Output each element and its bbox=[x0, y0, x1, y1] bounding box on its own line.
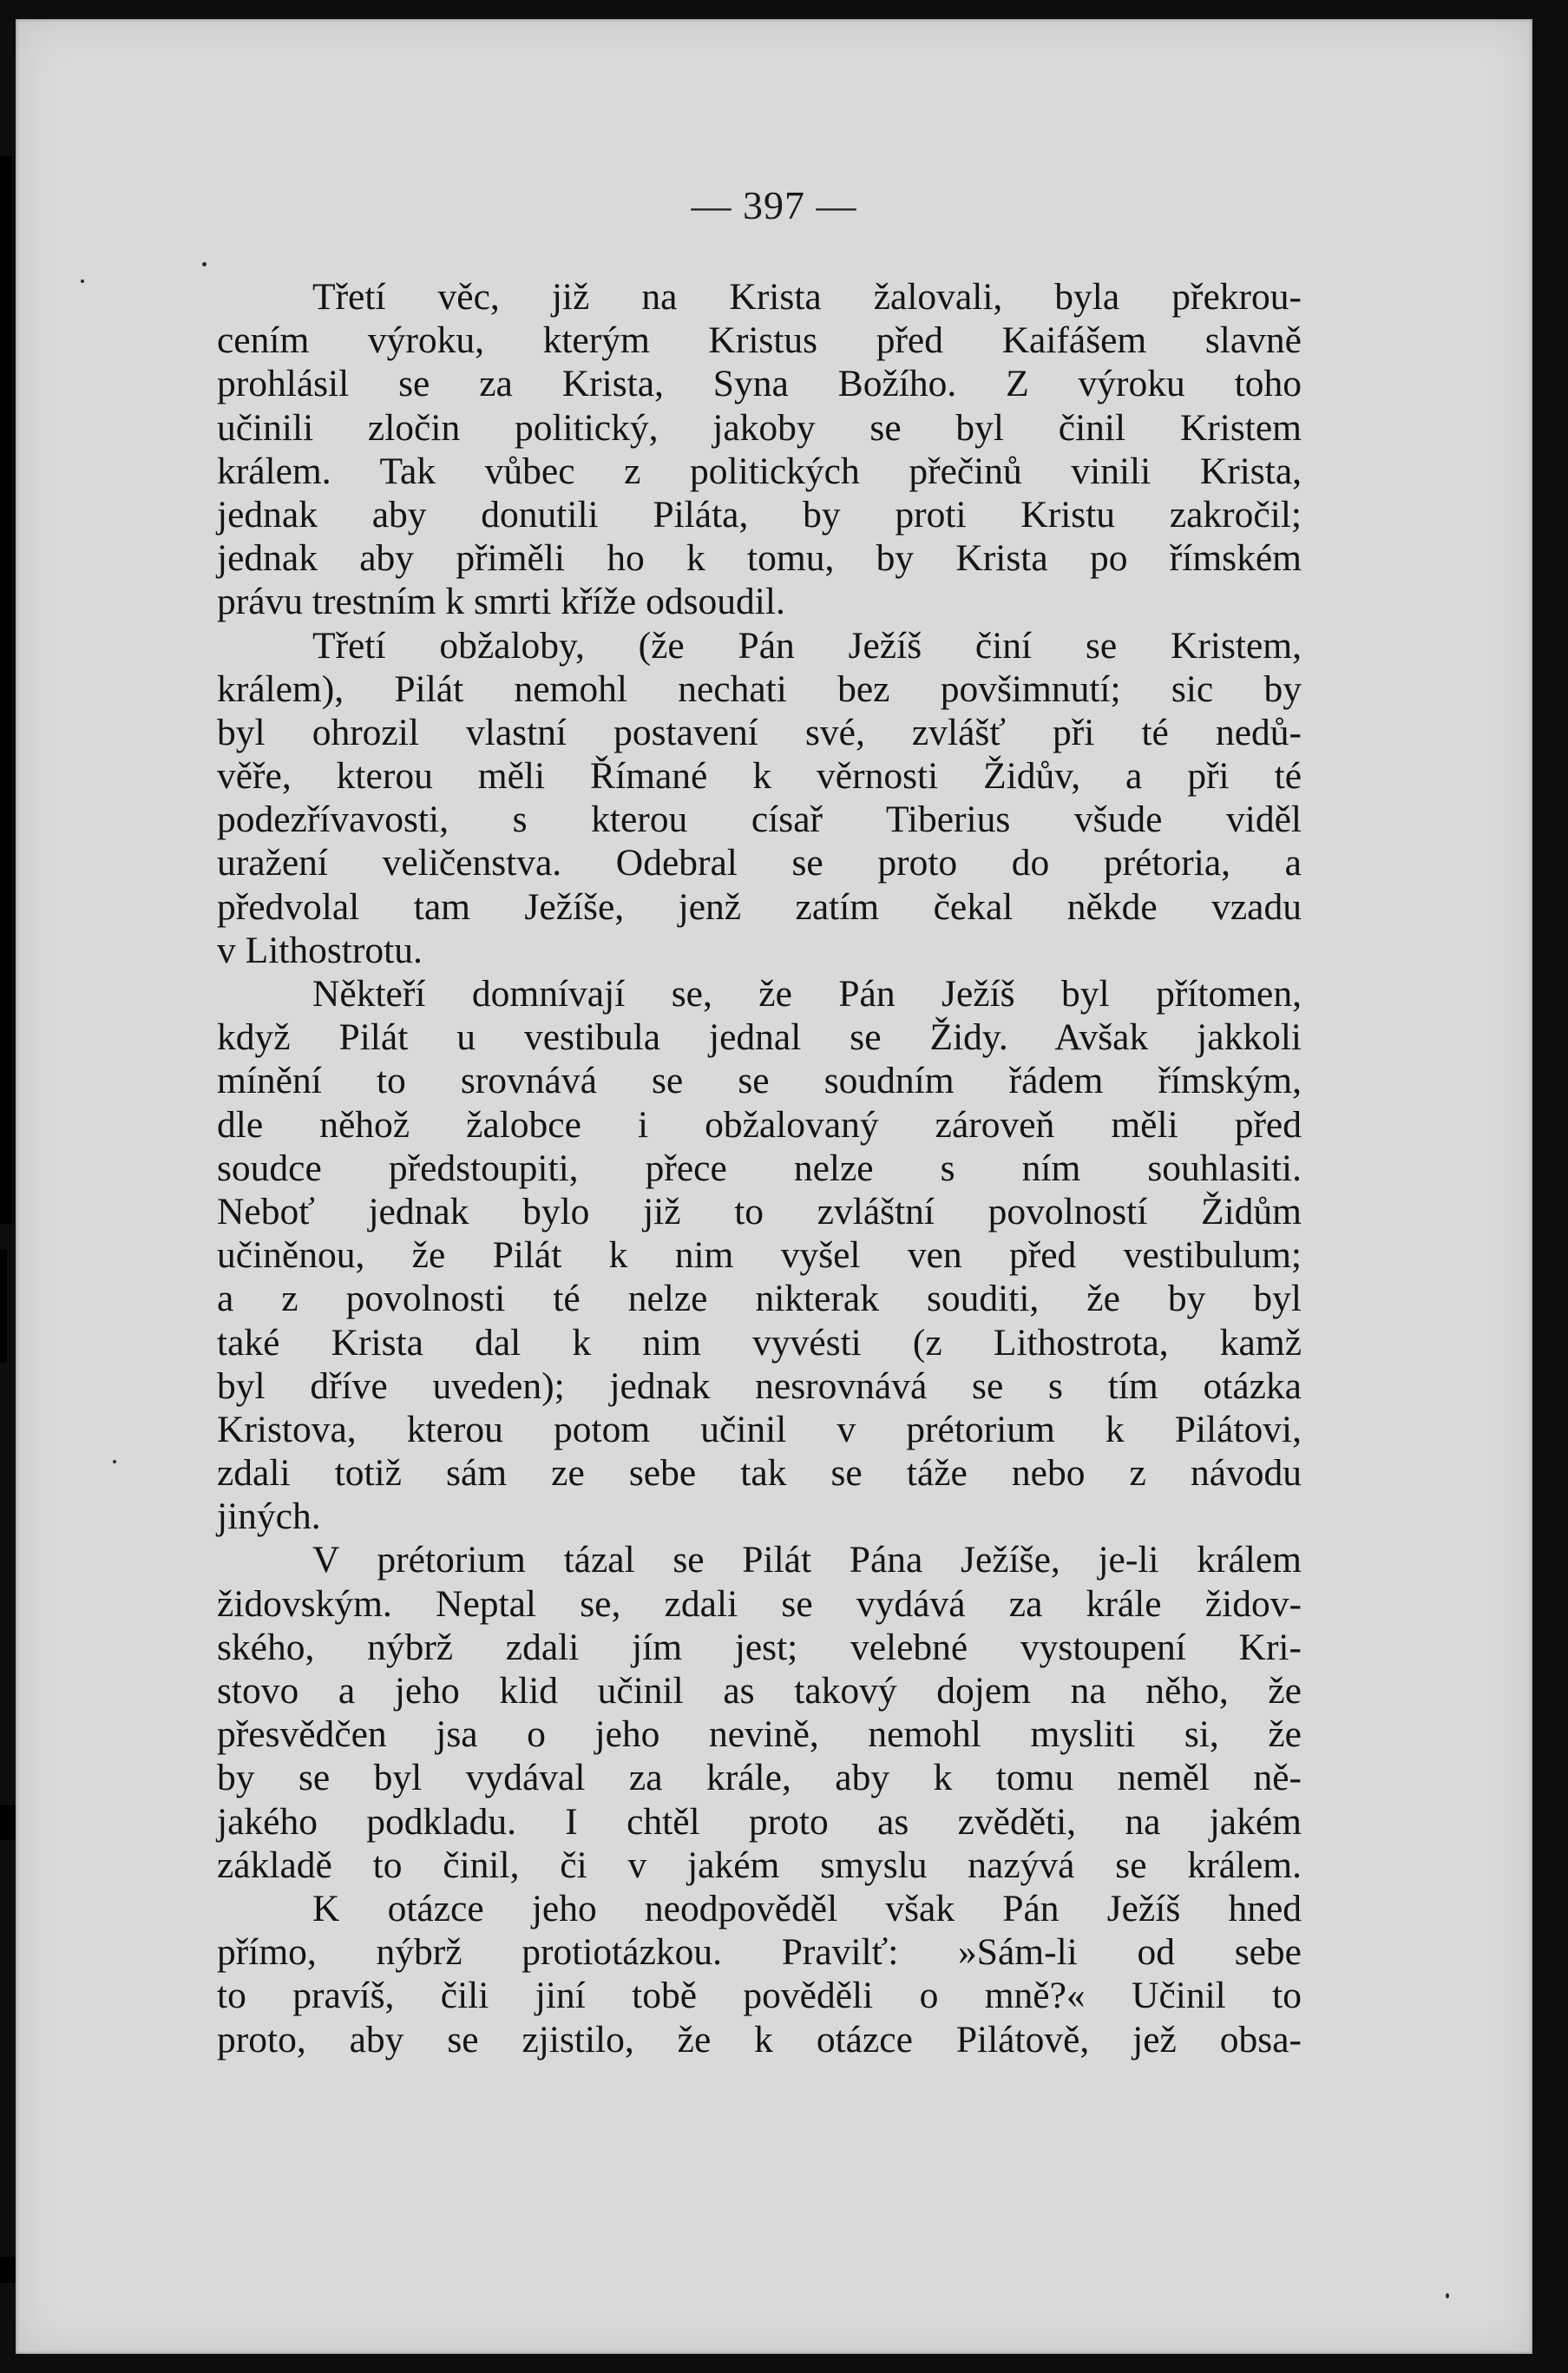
book-page bbox=[16, 19, 1532, 2354]
text-line: v Lithostrotu. bbox=[217, 929, 423, 971]
text-line: Neboť jednak bylo již to zvláštní povolností Židům bbox=[217, 1190, 1302, 1233]
body-text bbox=[217, 275, 1302, 2061]
binding-mark bbox=[0, 2257, 16, 2283]
binding-mark bbox=[0, 1250, 7, 1363]
text-line: králem. Tak vůbec z politických přečinů vinili Krista, bbox=[217, 450, 1302, 492]
text-line: soudce předstoupiti, přece nelze s ním souhlasiti. bbox=[217, 1147, 1302, 1189]
text-line: věře, kterou měli Římané k věrnosti Židův, a při té bbox=[217, 755, 1302, 798]
text-line: podezřívavosti, s kterou císař Tiberius všude viděl bbox=[217, 799, 1302, 841]
text-line: také Krista dal k nim vyvésti (z Lithostrota, kamž bbox=[217, 1321, 1302, 1364]
text-line: cením výroku, kterým Kristus před Kaifášem slavně bbox=[217, 319, 1302, 362]
text-line: židovským. Neptal se, zdali se vydává za krále židov- bbox=[217, 1582, 1302, 1625]
paper-speck bbox=[81, 279, 84, 283]
text-line: jednak aby přiměli ho k tomu, by Krista po římském bbox=[217, 537, 1302, 580]
text-line: a z povolnosti té nelze nikterak souditi, že by byl bbox=[217, 1278, 1302, 1320]
text-line: jakého podkladu. I chtěl proto as zvěděti, na jakém bbox=[217, 1800, 1302, 1843]
text-line: Třetí věc, již na Krista žalovali, byla překrou- bbox=[312, 276, 1302, 318]
text-line: učinili zločin politický, jakoby se byl činil Kristem bbox=[217, 406, 1302, 449]
text-line: byl dříve uveden); jednak nesrovnává se s tím otázka bbox=[217, 1364, 1302, 1407]
paper-speck bbox=[113, 1460, 116, 1463]
text-line: ského, nýbrž zdali jím jest; velebné vystoupení Kri- bbox=[217, 1626, 1302, 1668]
text-line: byl ohrozil vlastní postavení své, zvlášť při té nedů- bbox=[217, 711, 1302, 753]
text-line: jednak aby donutili Piláta, by proti Kristu zakročil; bbox=[217, 493, 1302, 536]
text-line: právu trestním k smrti kříže odsoudil. bbox=[217, 581, 785, 623]
binding-mark bbox=[0, 156, 12, 1224]
text-line: předvolal tam Ježíše, jenž zatím čekal někde vzadu bbox=[217, 885, 1302, 928]
text-line: by se byl vydával za krále, aby k tomu neměl ně- bbox=[217, 1757, 1302, 1799]
text-line: jiných. bbox=[217, 1495, 321, 1538]
text-line: zdali totiž sám ze sebe tak se táže nebo z návodu bbox=[217, 1452, 1302, 1495]
text-line: učiněnou, že Pilát k nim vyšel ven před vestibulum; bbox=[217, 1234, 1302, 1277]
text-line: králem), Pilát nemohl nechati bez povšimnutí; sic by bbox=[217, 667, 1302, 710]
text-line: základě to činil, či v jakém smyslu nazývá se králem. bbox=[217, 1844, 1302, 1886]
text-line: K otázce jeho neodpověděl však Pán Ježíš hned bbox=[312, 1887, 1302, 1929]
text-line: když Pilát u vestibula jednal se Židy. Avšak jakkoli bbox=[217, 1016, 1302, 1059]
text-line: Někteří domnívají se, že Pán Ježíš byl přítomen, bbox=[312, 973, 1302, 1015]
binding-mark bbox=[0, 1805, 17, 1840]
text-line: dle něhož žalobce i obžalovaný zároveň měli před bbox=[217, 1103, 1302, 1146]
paper-speck bbox=[202, 262, 207, 266]
text-line: Kristova, kterou potom učinil v prétorium k Pilátovi, bbox=[217, 1408, 1302, 1450]
text-line: to pravíš, čili jiní tobě pověděli o mně?« Učinil to bbox=[217, 1975, 1302, 2017]
text-line: přímo, nýbrž protiotázkou. Pravilť: »Sám-li od sebe bbox=[217, 1931, 1302, 1974]
text-line: proto, aby se zjistilo, že k otázce Pilátově, jež obsa- bbox=[217, 2018, 1302, 2061]
text-line: mínění to srovnává se se soudním řádem římským, bbox=[217, 1060, 1302, 1102]
text-line: uražení veličenstva. Odebral se proto do prétoria, a bbox=[217, 842, 1302, 884]
page-number: — 397 — bbox=[691, 183, 857, 227]
text-line: stovo a jeho klid učinil as takový dojem na něho, že bbox=[217, 1670, 1302, 1712]
text-line: prohlásil se za Krista, Syna Božího. Z výroku toho bbox=[217, 363, 1302, 405]
text-line: přesvědčen jsa o jeho nevině, nemohl mysliti si, že bbox=[217, 1713, 1302, 1756]
text-line: V prétorium tázal se Pilát Pána Ježíše, je-li králem bbox=[312, 1539, 1302, 1581]
paper-speck bbox=[1446, 2293, 1449, 2298]
text-line: Třetí obžaloby, (že Pán Ježíš činí se Kristem, bbox=[312, 624, 1302, 667]
